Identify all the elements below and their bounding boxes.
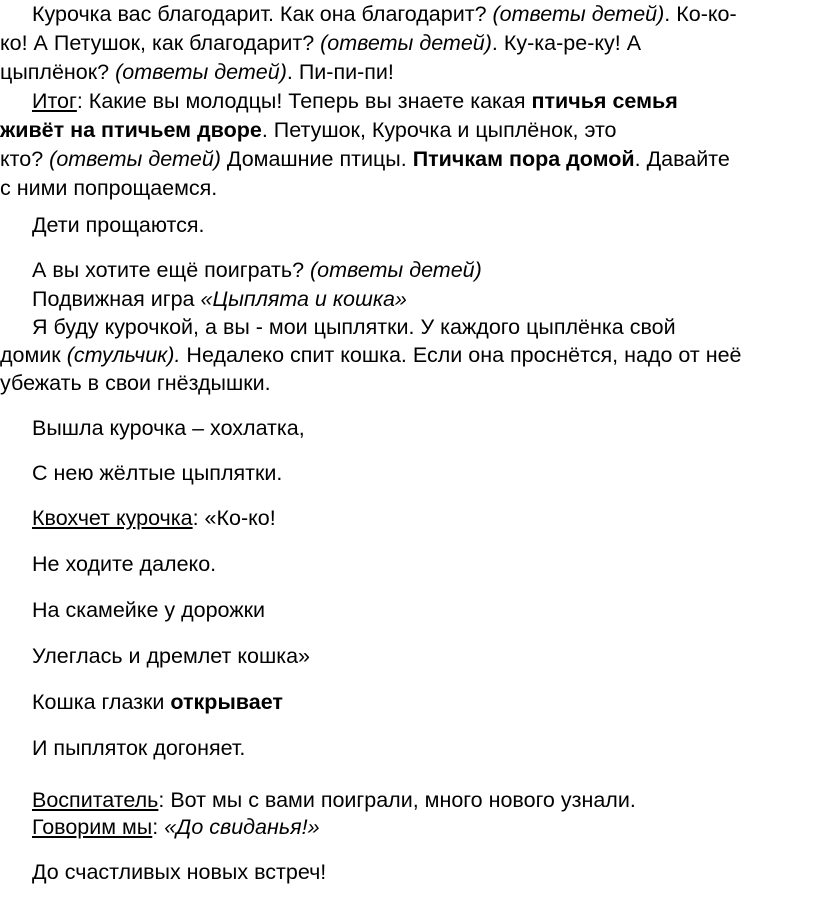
poem-verse-6: Улеглась и дремлет кошка» [32, 644, 310, 668]
text: : [152, 815, 165, 839]
bold-text: птичья семья [531, 89, 678, 113]
text: Недалеко спит кошка. Если она проснётся, надо от неё [180, 343, 742, 367]
italic-text: (стульчик). [66, 343, 181, 367]
poem-verse-8: И пыпляток догоняет. [32, 736, 246, 760]
text: . Ку-ка-ре-ку! А [491, 31, 642, 55]
poem-verse-1: Вышла курочка – хохлатка, [32, 416, 305, 440]
poem-verse-7 [32, 688, 283, 717]
bold-text: Птичкам пора домой [412, 147, 635, 171]
paragraph-3-line-5: убежать в свои гнёздышки. [0, 371, 271, 395]
text: Кошка глазки [32, 690, 171, 714]
paragraph-1-line-1 [32, 0, 737, 29]
italic-text: (ответы детей) [492, 2, 665, 26]
text: Курочка вас благодарит. Как она благодарит? [32, 2, 493, 26]
text: : Вот мы с вами поиграли, много нового узнали. [158, 788, 636, 812]
text: . Ко-ко- [664, 2, 737, 26]
poem-verse-2: С нею жёлтые цыплятки. [32, 461, 283, 485]
paragraph-2-line-3 [0, 145, 730, 174]
text: Домашние птицы. [220, 147, 413, 171]
text: : Какие вы молодцы! Теперь вы знаете какая [76, 89, 532, 113]
text: Подвижная игра [32, 287, 201, 311]
text: . Пи-пи-пи! [286, 60, 394, 84]
paragraph-2-line-4: с ними попрощаемся. [0, 176, 218, 200]
paragraph-3-line-4 [0, 341, 742, 370]
text: А вы хотите ещё поиграть? [32, 258, 310, 282]
italic-text: (ответы детей) [115, 60, 287, 84]
bold-text: живёт на птичьем дворе [0, 118, 262, 142]
text: домик [0, 343, 67, 367]
text: цыплёнок? [0, 60, 116, 84]
italic-text: (ответы детей) [320, 31, 492, 55]
italic-text: (ответы детей) [49, 147, 221, 171]
text: ко! А Петушок, как благодарит? [0, 31, 321, 55]
underlined-label: Говорим мы [32, 815, 153, 839]
paragraph-3-line-1 [32, 256, 482, 285]
paragraph-1-line-3 [0, 58, 394, 87]
text: кто? [0, 147, 50, 171]
paragraph-1-line-2 [0, 29, 641, 58]
paragraph-2-line-2 [0, 116, 617, 145]
underlined-label: Итог [32, 89, 77, 113]
text: : «Ко-ко! [192, 506, 276, 530]
italic-text: (ответы детей) [310, 258, 482, 282]
closing-line-2 [32, 813, 320, 842]
paragraph-3-line-2 [32, 285, 407, 314]
poem-verse-4: Не ходите далеко. [32, 552, 217, 576]
paragraph-2-line-1 [32, 87, 678, 116]
underlined-label: Воспитатель [32, 788, 159, 812]
text: . Петушок, Курочка и цыплёнок, это [261, 118, 617, 142]
text: . Давайте [634, 147, 730, 171]
bold-text: открывает [170, 690, 283, 714]
closing-line-3: До счастливых новых встреч! [32, 860, 327, 884]
paragraph-3-line-3: Я буду курочкой, а вы - мои цыплятки. У каждого цыплёнка свой [32, 315, 676, 339]
poem-verse-5: На скамейке у дорожки [32, 598, 266, 622]
closing-line-1 [32, 786, 636, 815]
italic-text: «Цыплята и кошка» [200, 287, 407, 311]
italic-text: «До свиданья!» [164, 815, 320, 839]
poem-verse-3 [32, 504, 276, 533]
farewell-line: Дети прощаются. [32, 213, 205, 237]
underlined-label: Квохчет курочка [32, 506, 193, 530]
